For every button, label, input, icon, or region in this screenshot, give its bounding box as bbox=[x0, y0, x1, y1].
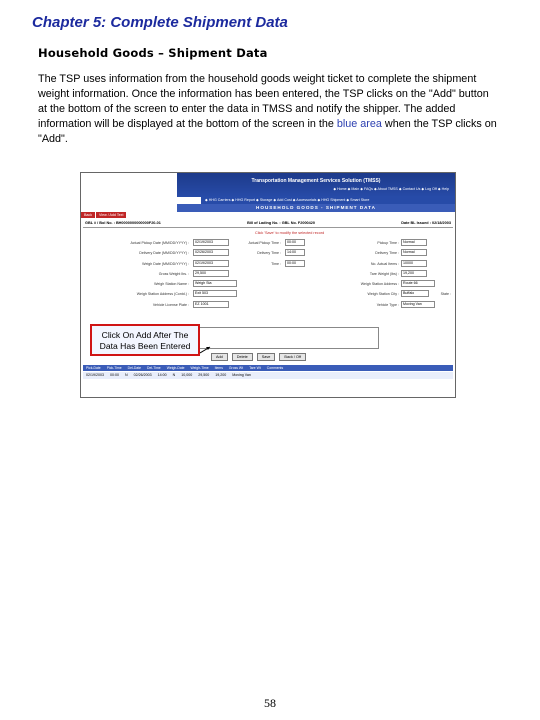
field-input[interactable]: 29,500 bbox=[193, 270, 229, 277]
grid-header-cell: Comments bbox=[266, 366, 284, 370]
tab-view-add-text[interactable]: View / Add Text bbox=[96, 212, 126, 218]
screenshot-sub-links[interactable]: ◆ HHG Carriers ◆ HHG Report ◆ Storage ◆ Add Cost ◆ Accessorials ◆ HHG Shipment ◆ Smart Store bbox=[201, 197, 456, 204]
field-label: Delivery Date (MM/DD/YYYY) : bbox=[139, 251, 189, 255]
grid-header-cell: Del-Time bbox=[147, 366, 161, 370]
callout-arrow-icon bbox=[200, 344, 212, 356]
table-row[interactable] bbox=[83, 372, 453, 379]
tmss-screenshot bbox=[80, 172, 456, 398]
field-label: Weigh Station City : bbox=[367, 292, 399, 296]
screenshot-info-bar bbox=[83, 219, 453, 228]
chapter-title: Chapter 5: Complete Shipment Data bbox=[32, 14, 288, 31]
field-input[interactable]: 00:00 bbox=[285, 239, 305, 246]
back-off-button[interactable]: Back / Off bbox=[279, 353, 306, 361]
field-label: Actual Pickup Time : bbox=[248, 241, 281, 245]
add-button[interactable]: Add bbox=[211, 353, 228, 361]
field-input[interactable]: Exit 503 bbox=[193, 290, 237, 297]
field-input[interactable]: Route 66 bbox=[401, 280, 435, 287]
grid-cell: N bbox=[125, 373, 128, 377]
field-input[interactable]: EZ 1001 bbox=[193, 301, 229, 308]
screenshot-page-heading: HOUSEHOLD GOODS - SHIPMENT DATA bbox=[177, 204, 455, 212]
field-label: Weigh Station Name : bbox=[154, 282, 189, 286]
field-label: Vehicle Type : bbox=[376, 303, 399, 307]
grid-header-cell: Pick-Time bbox=[106, 366, 122, 370]
grid-header-cell: Weigh-Date bbox=[166, 366, 185, 370]
screenshot-form bbox=[83, 239, 453, 325]
screenshot-app-title: Transportation Management Services Solution (TMSS) bbox=[251, 178, 381, 184]
field-label: Tare Weight (lbs) : bbox=[369, 272, 399, 276]
comments-textarea[interactable] bbox=[199, 327, 379, 349]
grid-header-cell: Gross Wt bbox=[228, 366, 244, 370]
grid-cell: 19,200 bbox=[215, 373, 227, 377]
field-label: Weigh Date (MM/DD/YYYY) : bbox=[142, 262, 189, 266]
screenshot-header bbox=[177, 173, 455, 197]
field-select[interactable]: Normal bbox=[401, 249, 427, 256]
paragraph-highlight: blue area bbox=[336, 118, 382, 130]
paragraph-text-after: when the TSP clicks on "Add". bbox=[38, 118, 497, 145]
grid-header-cell: Items bbox=[214, 366, 223, 370]
screenshot-buttons bbox=[211, 353, 306, 361]
body-paragraph bbox=[38, 72, 498, 147]
grid-cell: 10,000 bbox=[181, 373, 193, 377]
grid-header-cell: Pick-Date bbox=[86, 366, 101, 370]
grid-cell: 02/26/2003 bbox=[133, 373, 152, 377]
screenshot-tabs bbox=[81, 212, 127, 218]
grid-header-cell: Weigh-Time bbox=[190, 366, 209, 370]
field-label: Time : bbox=[271, 262, 281, 266]
field-label: Actual Pickup Date (MM/DD/YYYY) : bbox=[130, 241, 189, 245]
field-label: No. Actual Items : bbox=[370, 262, 399, 266]
grid-header-cell: Del-Date bbox=[127, 366, 142, 370]
field-input[interactable]: 10000 bbox=[401, 260, 427, 267]
field-input[interactable]: Weigh Sta bbox=[193, 280, 237, 287]
field-input[interactable]: 02/26/2003 bbox=[193, 249, 229, 256]
grid-cell: 02/19/2003 bbox=[86, 373, 104, 377]
grid-cell: 14:00 bbox=[157, 373, 167, 377]
field-input[interactable]: 14:00 bbox=[285, 249, 305, 256]
screenshot-logo-area bbox=[81, 173, 177, 197]
grid-cell: 00:00 bbox=[110, 373, 119, 377]
paragraph-text-before: The TSP uses information from the household goods weight ticket to complete the shipment weight information. Once the information has been entered, the TSP clicks on the "Add" button at the bottom of the screen to enter the data in TMSS and notify the shipper. The added information will be displayed at the bottom of the screen in the bbox=[38, 73, 489, 130]
field-label: State : bbox=[440, 292, 451, 296]
field-input[interactable]: 02/19/2003 bbox=[193, 239, 229, 246]
field-select[interactable]: Normal bbox=[401, 239, 427, 246]
page-number: 58 bbox=[264, 696, 276, 710]
field-label: Weigh Station Address : bbox=[360, 282, 399, 286]
field-input[interactable]: Buffalo bbox=[401, 290, 429, 297]
info-bill: Bill of Lading No. : GBL No. F2000420 bbox=[247, 221, 316, 225]
field-input[interactable]: 00:00 bbox=[285, 260, 305, 267]
field-label: Vehicle License Plate : bbox=[152, 303, 189, 307]
grid-cell: Moving Van bbox=[232, 373, 251, 377]
results-grid-header bbox=[83, 365, 453, 371]
field-label: Gross Weight lbs. : bbox=[158, 272, 189, 276]
screenshot-message: Click 'Save' to modify the selected record bbox=[255, 231, 325, 235]
field-label: Weigh Station Address (Contd.) : bbox=[136, 292, 189, 296]
callout-box: Click On Add After The Data Has Been Entered bbox=[90, 324, 200, 356]
grid-cell: 29,500 bbox=[198, 373, 210, 377]
info-gbl: GBL # / Bol No. : BH0000000000000F20-01 bbox=[85, 221, 161, 225]
delete-button[interactable]: Delete bbox=[232, 353, 253, 361]
info-date: Date BL Issued : 02/18/2003 bbox=[401, 221, 451, 225]
section-title: Household Goods – Shipment Data bbox=[38, 46, 268, 60]
field-label: Delivery Time : bbox=[257, 251, 281, 255]
field-input[interactable]: 02/19/2003 bbox=[193, 260, 229, 267]
screenshot-top-links[interactable]: ◆ Home ◆ Main ◆ FAQs ◆ About TMSS ◆ Contact Us ◆ Log Off ◆ Help bbox=[333, 187, 449, 191]
field-input[interactable]: 19,200 bbox=[401, 270, 427, 277]
save-button[interactable]: Save bbox=[257, 353, 276, 361]
field-label: Delivery Time : bbox=[375, 251, 399, 255]
grid-cell: N bbox=[172, 373, 176, 377]
grid-header-cell: Tare Wt bbox=[249, 366, 261, 370]
field-label: Pickup Time : bbox=[377, 241, 399, 245]
field-select[interactable]: Moving Van bbox=[401, 301, 435, 308]
tab-back[interactable]: Back bbox=[81, 212, 95, 218]
